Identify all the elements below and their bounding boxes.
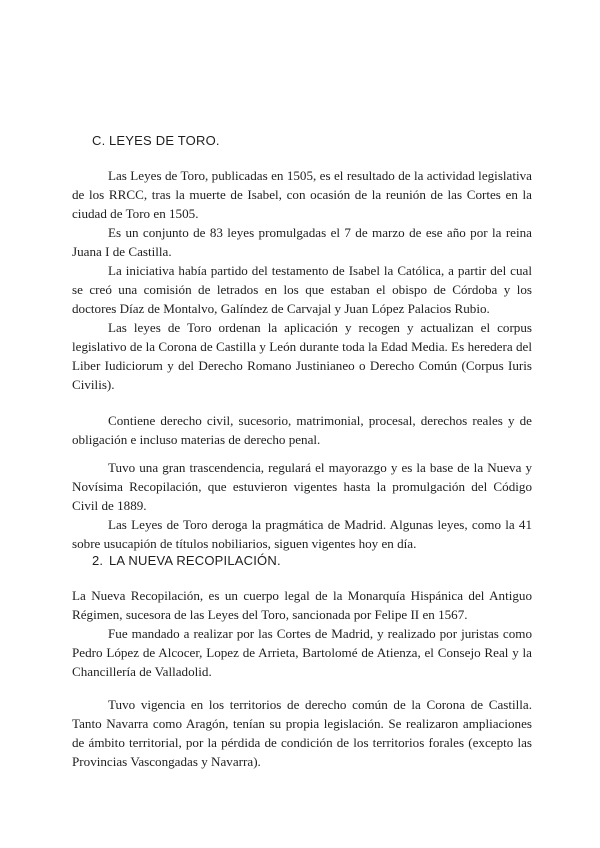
paragraph — [72, 318, 532, 394]
paragraph-text: Tuvo vigencia en los territorios de derecho común de la Corona de Castilla. Tanto Navarra como Aragón, tenían su propia legislación. Se realizaron ampliaciones de ámbito territorial, por la pérdida de condición de los territorios forales (excepto las Provincias Vascongadas y Navarra). — [72, 697, 532, 769]
paragraph — [72, 624, 532, 681]
paragraph-text: Tuvo una gran trascendencia, regulará el mayorazgo y es la base de la Nueva y Novísima Recopilación, que estuvieron vigentes hasta la promulgación del Código Civil de 1889. — [72, 460, 532, 513]
paragraph — [72, 166, 532, 223]
paragraph-text: La iniciativa había partido del testamento de Isabel la Católica, a partir del cual se creó una comisión de letrados en los que estaban el obispo de Córdoba y los doctores Díaz de Montalvo, Galíndez de Carvajal y Juan López Palacios Rubio. — [72, 263, 532, 316]
paragraph-text: Las Leyes de Toro, publicadas en 1505, es el resultado de la actividad legislativa de los RRCC, tras la muerte de Isabel, con ocasión de la reunión de las Cortes en la ciudad de Toro en 1505. — [72, 168, 532, 221]
section-heading-nueva-recopilacion — [92, 553, 281, 568]
paragraph — [72, 261, 532, 318]
paragraph-text: Las leyes de Toro ordenan la aplicación y recogen y actualizan el corpus legislativo de la Corona de Castilla y León durante toda la Edad Media. Es heredera del Liber Iudiciorum y del Derecho Romano Justinianeo o Derecho Común (Corpus Iuris Civilis). — [72, 320, 532, 392]
paragraph-text: Contiene derecho civil, sucesorio, matrimonial, procesal, derechos reales y de obligación e incluso materias de derecho penal. — [72, 413, 532, 447]
paragraph — [72, 411, 532, 449]
section-number: 2. — [92, 553, 104, 568]
paragraph — [72, 586, 532, 624]
section-title: LEYES DE TORO. — [109, 133, 220, 148]
paragraph — [72, 223, 532, 261]
paragraph — [72, 515, 532, 553]
paragraph-text: Las Leyes de Toro deroga la pragmática de Madrid. Algunas leyes, como la 41 sobre usucapión de títulos nobiliarios, siguen vigentes hoy en día. — [72, 517, 532, 551]
section-heading-leyes-de-toro — [92, 133, 220, 148]
paragraph-text: Es un conjunto de 83 leyes promulgadas el 7 de marzo de ese año por la reina Juana I de Castilla. — [72, 225, 532, 259]
paragraph — [72, 458, 532, 515]
paragraph — [72, 695, 532, 771]
section-number: C. — [92, 133, 106, 148]
section-title: LA NUEVA RECOPILACIÓN. — [109, 553, 281, 568]
paragraph-text: La Nueva Recopilación, es un cuerpo legal de la Monarquía Hispánica del Antiguo Régimen, sucesora de las Leyes del Toro, sancionada por Felipe II en 1567. — [72, 588, 532, 622]
paragraph-text: Fue mandado a realizar por las Cortes de Madrid, y realizado por juristas como Pedro López de Alcocer, Lopez de Arrieta, Bartolomé de Atienza, el Consejo Real y la Chancillería de Valladolid. — [72, 626, 532, 679]
